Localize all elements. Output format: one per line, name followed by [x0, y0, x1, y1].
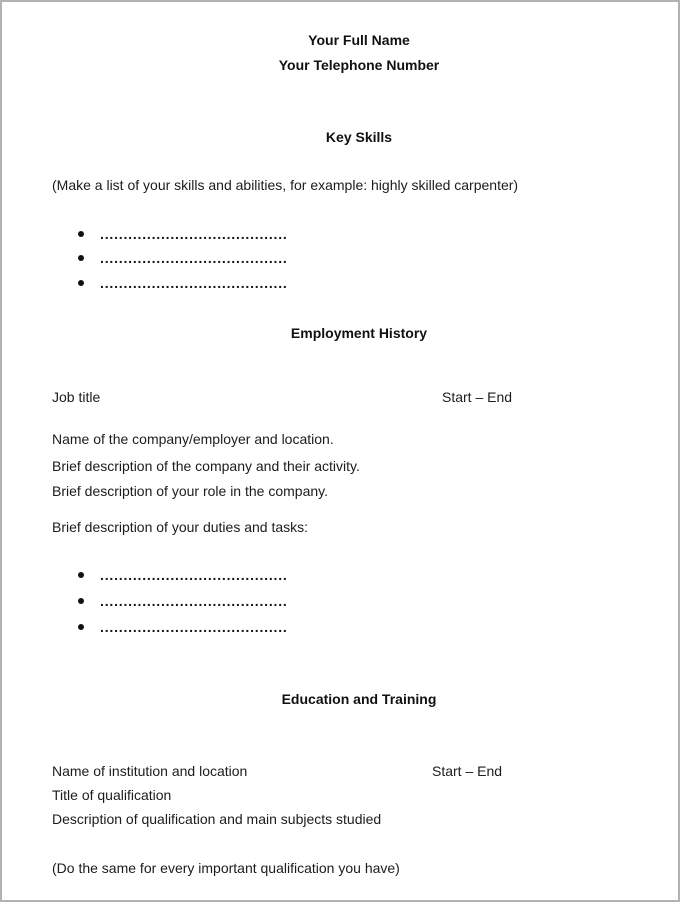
- employment-date-range: Start – End: [442, 389, 513, 405]
- education-heading: Education and Training: [281, 691, 437, 707]
- bullet-icon: [78, 598, 84, 604]
- role-line: Brief description of your role in the company.: [52, 483, 328, 499]
- duty-placeholder-line: ........................................: [100, 619, 288, 635]
- institution-label: Name of institution and location: [52, 763, 248, 779]
- duty-placeholder-line: ........................................: [100, 567, 288, 583]
- bullet-icon: [78, 572, 84, 578]
- skill-placeholder-line: ........................................: [100, 250, 288, 266]
- employment-heading: Employment History: [290, 325, 428, 341]
- qualification-description-line: Description of qualification and main subjects studied: [52, 811, 382, 827]
- duties-line: Brief description of your duties and tasks:: [52, 519, 309, 535]
- bullet-icon: [78, 280, 84, 286]
- key-skills-hint: (Make a list of your skills and abilities, for example: highly skilled carpenter): [52, 177, 519, 193]
- qualification-title-line: Title of qualification: [52, 787, 172, 803]
- company-activity-line: Brief description of the company and their activity.: [52, 458, 360, 474]
- bullet-icon: [78, 231, 84, 237]
- bullet-icon: [78, 255, 84, 261]
- skill-placeholder-line: ........................................: [100, 226, 288, 242]
- qualification-note: (Do the same for every important qualification you have): [52, 860, 400, 876]
- full-name-title: Your Full Name: [308, 32, 410, 48]
- job-title-label: Job title: [52, 389, 101, 405]
- key-skills-heading: Key Skills: [325, 129, 393, 145]
- bullet-icon: [78, 624, 84, 630]
- duty-placeholder-line: ........................................: [100, 593, 288, 609]
- company-line: Name of the company/employer and location.: [52, 431, 334, 447]
- telephone-title: Your Telephone Number: [278, 57, 440, 73]
- skill-placeholder-line: ........................................: [100, 275, 288, 291]
- education-date-range: Start – End: [432, 763, 503, 779]
